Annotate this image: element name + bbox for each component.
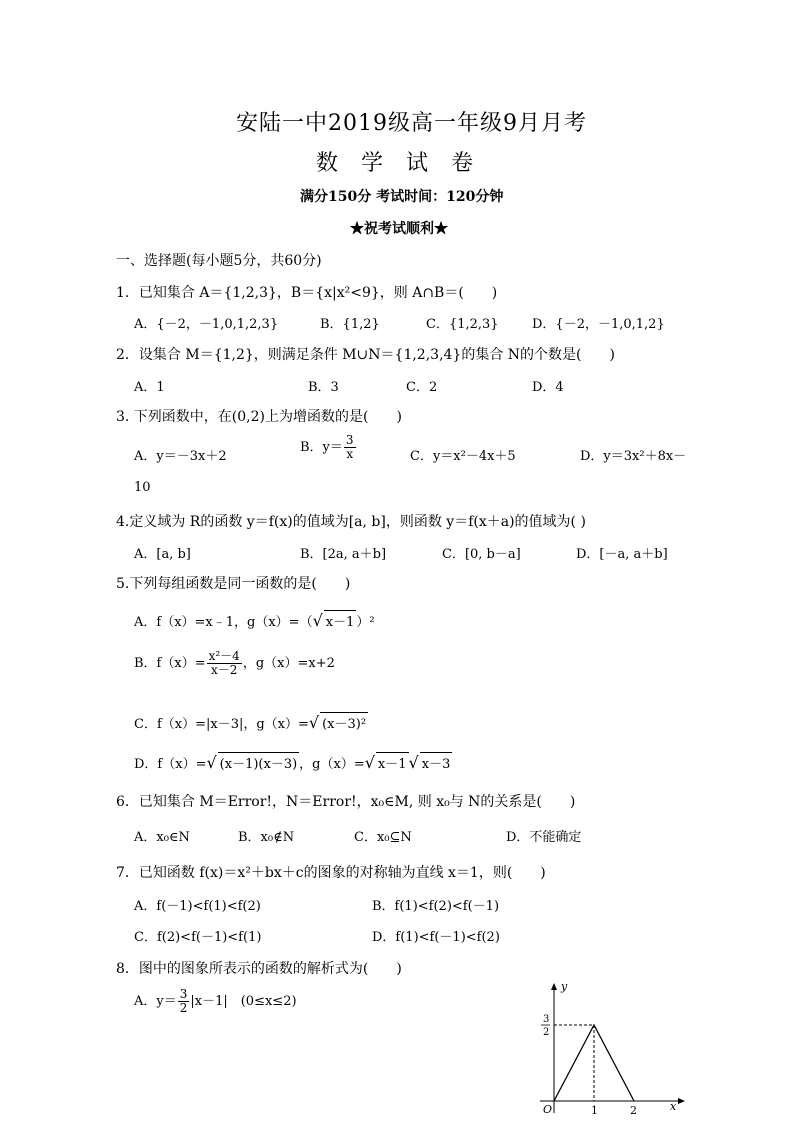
question-6: 6．已知集合 M＝Error!，N＝Error!，x₀∈M, 则 x₀与 N的关系是( ): [116, 794, 576, 810]
q1-option-c: C．{1,2,3}: [426, 317, 499, 332]
q6-option-d: D．不能确定: [506, 830, 582, 845]
q5-option-c: [134, 712, 368, 732]
q3-b-denominator: x: [346, 447, 354, 461]
q5-b-denominator: x－2: [211, 663, 238, 677]
q5-c-prefix: C．f（x）=|x－3|，g（x）=: [134, 717, 309, 732]
q5-b-suffix: ，g（x）=x+2: [242, 656, 335, 671]
question-4: 4.定义域为 R的函数 y＝f(x)的值域为[a, b]，则函数 y＝f(x＋a)的值域为( ): [116, 514, 586, 530]
q1-option-b: B．{1,2}: [320, 317, 380, 332]
q3-option-b: [300, 434, 357, 461]
graph-tick-2: 2: [630, 1104, 637, 1117]
q5-d-radicand: (x－1)(x－3): [218, 752, 300, 772]
question-7: 7．已知函数 f(x)＝x²＋bx＋c的图象的对称轴为直线 x＝1，则( ): [116, 865, 546, 881]
q2-option-b: B．3: [308, 380, 339, 395]
x-axis-arrow-icon: [678, 1098, 685, 1104]
q8-a-prefix: A．y＝: [134, 994, 177, 1009]
sqrt-icon: √: [312, 611, 323, 630]
q5-d-prefix: D．f（x）=: [134, 757, 207, 772]
q2-option-a: A．1: [134, 380, 165, 395]
question-1: 1．已知集合 A＝{1,2,3}，B＝{x|x²<9}，则 A∩B＝( ): [116, 285, 498, 301]
graph-tick-1: 1: [591, 1104, 598, 1117]
q3-option-d: D．y＝3x²＋8x－: [580, 449, 687, 464]
q5-option-a: [134, 610, 375, 630]
q5-d-middle: ，g（x）=: [299, 757, 365, 772]
q3-b-numerator: 3: [345, 433, 354, 447]
y-axis-arrow-icon: [551, 983, 557, 990]
q7-option-c: C．f(2)<f(－1)<f(1): [134, 930, 262, 945]
graph-y-label: y: [561, 980, 568, 993]
graph-y-tick-denominator: 2: [543, 1027, 550, 1038]
q4-option-d: D．[－a, a＋b]: [576, 547, 668, 562]
q2-option-d: D．4: [532, 380, 564, 395]
graph-origin-label: O: [543, 1103, 553, 1116]
q7-option-d: D．f(1)<f(－1)<f(2): [372, 930, 500, 945]
q1-option-d: D．{－2，－1,0,1,2}: [532, 317, 665, 332]
question-8: 8．图中的图象所表示的函数的解析式为( ): [116, 961, 402, 977]
q3-option-b-prefix: B．y＝: [300, 440, 343, 455]
q5-option-d: [134, 752, 452, 772]
q4-option-b: B．[2a, a＋b]: [300, 547, 387, 562]
q5-c-radicand: (x－3)²: [320, 712, 368, 732]
exam-info: 满分150分 考试时间：120分钟: [300, 189, 504, 205]
q8-a-fraction: [178, 988, 190, 1015]
q6-option-c: C．x₀⊆N: [354, 830, 412, 845]
q7-option-a: A．f(－1)<f(1)<f(2): [134, 899, 261, 914]
q5-option-b: [134, 650, 335, 677]
sqrt-icon: √: [364, 753, 375, 772]
q2-option-c: C．2: [406, 380, 438, 395]
exam-subject: 数 学 试 卷: [316, 151, 475, 176]
question-3: 3. 下列函数中，在(0,2)上为增函数的是( ): [116, 409, 402, 425]
q4-option-a: A．[a, b]: [134, 547, 191, 562]
graph-y-tick-numerator: 3: [543, 1014, 550, 1025]
q8-a-denominator: 2: [179, 1001, 188, 1015]
question-5: 5.下列每组函数是同一函数的是( ): [116, 576, 351, 592]
sqrt-icon: √: [408, 753, 419, 772]
q3-option-b-fraction: [344, 434, 356, 461]
q5-b-numerator: x²－4: [208, 649, 240, 663]
q1-option-a: A．{－2，－1,0,1,2,3}: [134, 317, 279, 332]
function-graph: [530, 978, 690, 1118]
graph-x-label: x: [670, 1100, 677, 1113]
exam-title: 安陆一中2019级高一年级9月月考: [236, 111, 587, 136]
question-2: 2．设集合 M＝{1,2}，则满足条件 M∪N＝{1,2,3,4}的集合 N的个数是( ): [116, 347, 615, 363]
q8-option-a: [134, 988, 297, 1015]
q5-b-fraction: [207, 650, 242, 677]
q5-d-radicand-1: x－1: [376, 752, 409, 772]
section-heading: 一、选择题(每小题5分，共60分): [116, 253, 322, 269]
q5-d-radicand-2: x－3: [420, 752, 453, 772]
q5-b-prefix: B．f（x）=: [134, 656, 206, 671]
q3-option-a: A．y＝－3x＋2: [134, 449, 227, 464]
q8-a-suffix: |x－1| (0≤x≤2): [190, 994, 297, 1009]
q8-a-numerator: 3: [179, 987, 188, 1001]
q6-option-a: A．x₀∈N: [134, 830, 190, 845]
q5-a-prefix: A．f（x）=x﹣1，g（x）=（: [134, 615, 313, 630]
q5-a-radicand: x－1: [324, 610, 357, 630]
q4-option-c: C．[0, b－a]: [442, 547, 521, 562]
q5-a-suffix: ）²: [356, 615, 375, 630]
q6-option-b: B．x₀∉N: [238, 830, 295, 845]
q3-option-c: C．y＝x²－4x＋5: [410, 449, 516, 464]
sqrt-icon: √: [206, 753, 217, 772]
q3-option-d-continued: 10: [134, 480, 151, 495]
q7-option-b: B．f(1)<f(2)<f(－1): [372, 899, 500, 914]
good-luck-line: ★祝考试顺利★: [350, 221, 448, 237]
sqrt-icon: √: [308, 713, 320, 732]
